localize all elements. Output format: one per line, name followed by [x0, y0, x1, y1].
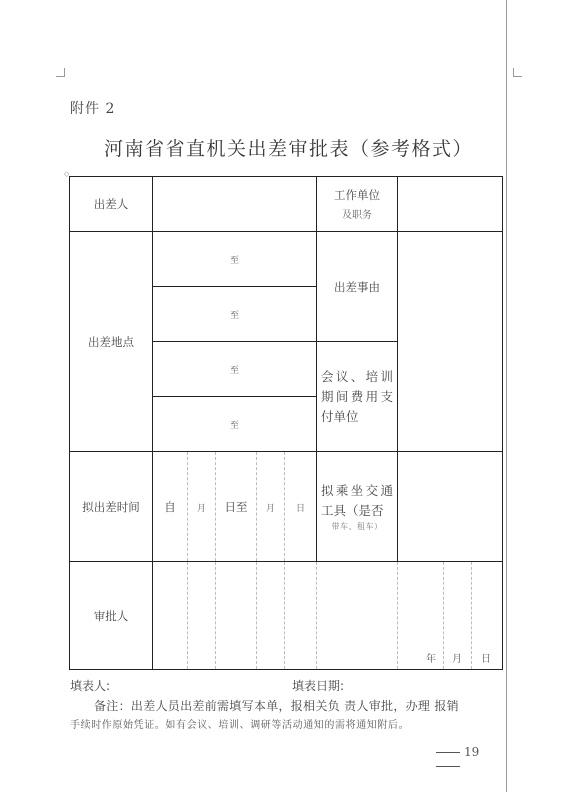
approval-cell[interactable] — [153, 562, 188, 670]
approval-date-year: 年 — [426, 654, 436, 665]
approval-date-cell[interactable] — [398, 562, 444, 670]
planned-time-label-cell — [70, 452, 153, 562]
date-part-day-to: 日至 — [224, 499, 248, 514]
unit-value-cell[interactable] — [398, 177, 503, 232]
location-row-1[interactable] — [153, 232, 317, 287]
date-part-cell[interactable] — [257, 452, 285, 562]
traveler-label: 出差人 — [93, 197, 129, 211]
approval-cell[interactable] — [188, 562, 216, 670]
location-row-4[interactable] — [153, 397, 317, 452]
payer-label: 会议、培训期间费用支付单位 — [321, 368, 393, 424]
document-title: 河南省省直机关出差审批表（参考格式） — [104, 138, 474, 160]
approval-cell[interactable] — [257, 562, 285, 670]
transport-value-cell[interactable] — [398, 452, 503, 562]
approver-label: 审批人 — [93, 608, 129, 623]
page-number-value: 19 — [464, 745, 480, 759]
reason-label-cell — [317, 232, 398, 342]
transport-label: 拟乘坐交通工具（是否 — [321, 483, 393, 518]
date-part-cell[interactable] — [153, 452, 188, 562]
approval-date-day: 日 — [481, 654, 491, 665]
approval-cell[interactable] — [317, 562, 398, 670]
page-number-dash-right — [436, 766, 460, 767]
date-part-cell[interactable] — [216, 452, 257, 562]
traveler-value-cell[interactable] — [153, 177, 317, 232]
to-word: 至 — [229, 366, 239, 376]
date-part-from: 自 — [164, 499, 176, 514]
to-word: 至 — [229, 421, 239, 431]
unit-label: 工作单位 — [334, 188, 380, 202]
unit-sublabel: 及职务 — [342, 210, 372, 221]
transport-label-cell — [317, 452, 398, 562]
crop-mark-top-left — [56, 68, 65, 77]
approval-form-table — [69, 176, 503, 670]
approval-date-cell[interactable] — [444, 562, 472, 670]
table-anchor-icon: ◇ — [64, 170, 70, 178]
date-part-cell[interactable] — [285, 452, 317, 562]
approver-label-cell — [70, 562, 153, 670]
approval-cell[interactable] — [216, 562, 257, 670]
traveler-label-cell — [70, 177, 153, 232]
approval-date-cell[interactable] — [472, 562, 503, 670]
transport-sublabel: 带车、租车） — [331, 522, 383, 531]
reason-label: 出差事由 — [334, 279, 380, 294]
filler-label: 填表人: — [70, 679, 111, 693]
location-row-3[interactable] — [153, 342, 317, 397]
fill-date-label: 填表日期: — [292, 679, 345, 693]
reason-payer-value-cell[interactable] — [398, 232, 503, 452]
crop-mark-top-right — [513, 68, 522, 77]
payer-label-cell — [317, 342, 398, 452]
date-part-cell[interactable] — [188, 452, 216, 562]
page-number-dash-left — [436, 752, 460, 753]
date-part-month: 月 — [196, 503, 206, 514]
approval-date-month: 月 — [452, 654, 462, 665]
note-line-1: 备注：出差人员出差前需填写本单，报相关负 责人审批，办理 报销 — [94, 699, 459, 713]
location-row-2[interactable] — [153, 287, 317, 342]
date-part-month: 月 — [265, 503, 275, 514]
attachment-label: 附件 2 — [70, 101, 116, 117]
date-part-day: 日 — [295, 503, 305, 514]
to-word: 至 — [229, 311, 239, 321]
to-word: 至 — [229, 256, 239, 266]
approval-cell[interactable] — [285, 562, 317, 670]
planned-time-label: 拟出差时间 — [82, 499, 140, 514]
location-label-cell — [70, 232, 153, 452]
page-number — [432, 745, 506, 773]
note-line-2: 手续时作原始凭证。如有会议、培训、调研等活动通知的需将通知附后。 — [70, 720, 410, 731]
unit-label-cell — [317, 177, 398, 232]
location-label: 出差地点 — [88, 334, 134, 349]
